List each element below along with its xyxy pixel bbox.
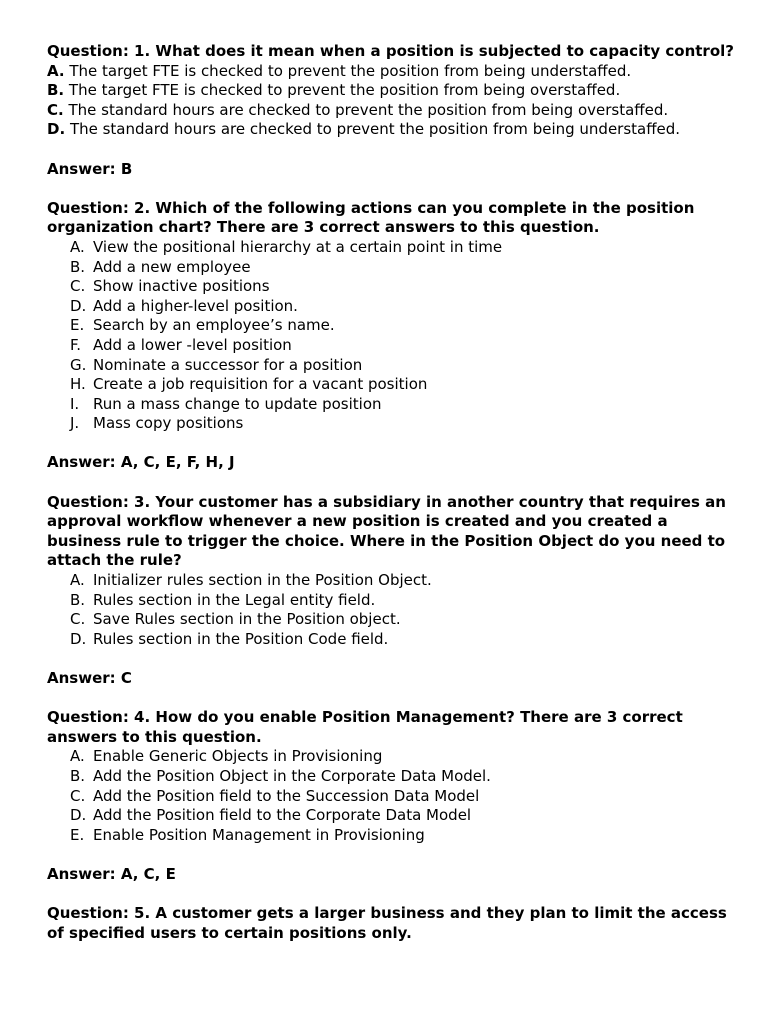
q2-option-e: E. Search by an employee’s name. <box>70 316 335 335</box>
question-5: Question: 5. A customer gets a larger business and they plan to limit the access of specified users to certain positions only. <box>47 904 727 942</box>
q2-option-j: J. Mass copy positions <box>70 414 244 433</box>
q4-option-b: B. Add the Position Object in the Corporate Data Model. <box>70 766 491 785</box>
q2-option-i: I. Run a mass change to update position <box>70 394 382 413</box>
q3-option-d: D. Rules section in the Position Code field. <box>70 629 389 648</box>
q1-option-d: D. The standard hours are checked to prevent the position from being understaffed. <box>47 120 681 139</box>
q3-option-b: B. Rules section in the Legal entity field. <box>70 590 376 609</box>
question-4: Question: 4. How do you enable Position Management? There are 3 correct answers to this question. <box>47 708 683 746</box>
answer-2: Answer: A, C, E, F, H, J <box>47 453 235 472</box>
q2-option-g: G. Nominate a successor for a position <box>70 355 363 374</box>
answer-1: Answer: B <box>47 159 133 178</box>
q2-option-c: C. Show inactive positions <box>70 277 270 296</box>
q1-option-c: C. The standard hours are checked to prevent the position from being overstaffed. <box>47 100 669 119</box>
q2-option-h: H. Create a job requisition for a vacant position <box>70 375 428 394</box>
q4-option-d: D. Add the Position field to the Corporate Data Model <box>70 806 472 825</box>
q1-option-b: B. The target FTE is checked to prevent the position from being overstaffed. <box>47 81 621 100</box>
q2-option-a: A. View the positional hierarchy at a certain point in time <box>70 237 503 256</box>
q2-option-f: F. Add a lower -level position <box>70 335 292 354</box>
q3-option-a: A. Initializer rules section in the Position Object. <box>70 571 432 590</box>
q4-option-c: C. Add the Position field to the Succession Data Model <box>70 786 480 805</box>
q3-option-c: C. Save Rules section in the Position object. <box>70 610 401 629</box>
q2-option-d: D. Add a higher-level position. <box>70 296 298 315</box>
q4-option-a: A. Enable Generic Objects in Provisioning <box>70 747 383 766</box>
question-3: Question: 3. Your customer has a subsidiary in another country that requires an approval workflow whenever a new position is created and you created a business rule to trigger the choice. Where in the Position Object do you need to attach the rule? <box>47 492 726 570</box>
answer-3: Answer: C <box>47 669 132 687</box>
q1-option-a: A. The target FTE is checked to prevent the position from being understaffed. <box>47 61 632 80</box>
answer-4: Answer: A, C, E <box>47 864 176 883</box>
question-1: Question: 1. What does it mean when a position is subjected to capacity control? <box>47 42 734 60</box>
q2-option-b: B. Add a new employee <box>70 257 251 276</box>
q4-option-e: E. Enable Position Management in Provisioning <box>70 825 425 844</box>
question-2: Question: 2. Which of the following actions can you complete in the position organization chart? There are 3 correct answers to this question. <box>47 198 695 237</box>
